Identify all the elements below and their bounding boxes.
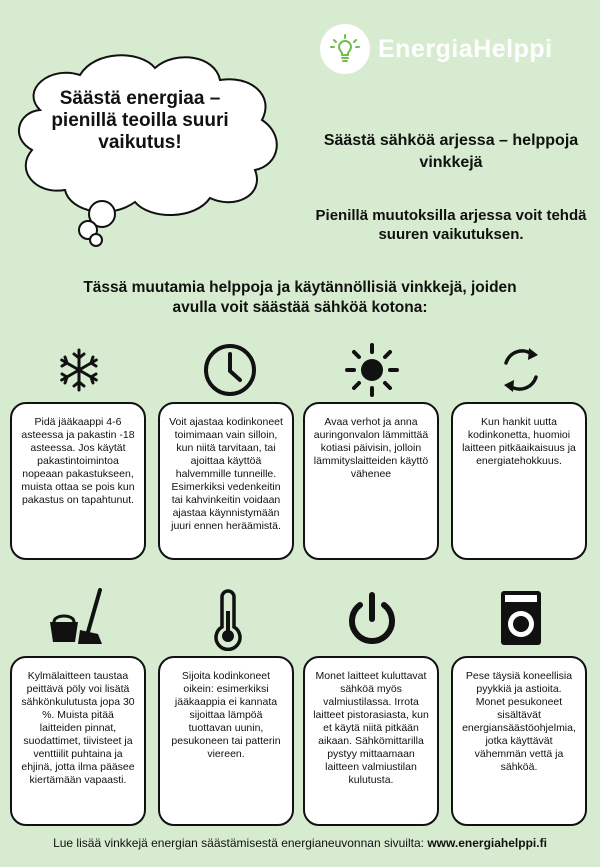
tip-card: Avaa verhot ja anna auringonvalon lämmittää kotiasi päivisin, jolloin lämmityslaitteiden käyttö vähenee <box>303 402 439 560</box>
cloud-slogan: Säästä energiaa – pienillä teoilla suuri vaikutus! <box>51 88 229 153</box>
brand-name: EnergiaHelppi <box>378 34 553 63</box>
bucket-mop-icon <box>43 586 109 650</box>
power-icon <box>340 588 404 652</box>
sun-icon <box>340 338 404 402</box>
recycle-icon <box>489 338 553 402</box>
tip-card: Kun hankit uutta kodinkonetta, huomioi laitteen pitkäaikaisuus ja energiatehokkuus. <box>451 402 587 560</box>
snowflake-icon <box>47 338 111 402</box>
tip-card: Kylmälaitteen taustaa peittävä pöly voi lisätä sähkönkulutusta jopa 30 %. Muista pitää laitteiden pinnat, suodattimet, tiivisteet ja venttiilit puhtaina ja ehjinä, jotta ilma pääsee kiertämään vapaasti. <box>10 656 146 826</box>
footer <box>0 836 600 850</box>
tip-card: Pidä jääkaappi 4-6 asteessa ja pakastin -18 asteessa. Jos käytät pakastintoimintoa nopeaan pakastukseen, muista ottaa se pois kun pakastus on tapahtunut. <box>10 402 146 560</box>
tip-card: Voit ajastaa kodinkoneet toimimaan vain silloin, kun niitä tarvitaan, tai ajoittaa käyttöä halvemmille tunneille. Esimerkiksi vedenkeitin tai kahvinkeitin voidaan ajastaa käynnistymään juuri ennen heräämistä. <box>158 402 294 560</box>
clock-icon <box>198 338 262 402</box>
brand-header <box>320 24 553 74</box>
lightbulb-logo-icon <box>320 24 370 74</box>
page-subtitle: Säästä sähköä arjessa – helppoja vinkkejä <box>323 132 579 171</box>
lead-text: Tässä muutamia helppoja ja käytännöllisiä vinkkejä, joiden avulla voit säästää sähköä kotona: <box>83 279 517 316</box>
tip-card: Sijoita kodinkoneet oikein: esimerkiksi jääkaappia ei kannata sijoittaa lämpöä tuottavan uunin, pesukoneen tai patterin viereen. <box>158 656 294 826</box>
intro-text: Pienillä muutoksilla arjessa voit tehdä suuren vaikutuksen. <box>315 207 587 243</box>
footer-text: Lue lisää vinkkejä energian säästämisestä energianeuvonnan sivuilta: <box>53 836 424 850</box>
washing-machine-icon <box>489 586 553 650</box>
thermometer-icon <box>196 588 260 652</box>
tip-card: Pese täysiä koneellisia pyykkiä ja astioita. Monet pesukoneet sisältävät energiansäästöohjelmia, jotka käyttävät vähemmän vettä ja sähköä. <box>451 656 587 826</box>
tip-card: Monet laitteet kuluttavat sähköä myös valmiustilassa. Irrota laitteet pistorasiasta, kun et käytä niitä pitkään aikaan. Sähkömittarilla pystyy mittaamaan laitteen valmiustilan kulutusta. <box>303 656 439 826</box>
footer-link[interactable]: www.energiahelppi.fi <box>427 836 547 850</box>
